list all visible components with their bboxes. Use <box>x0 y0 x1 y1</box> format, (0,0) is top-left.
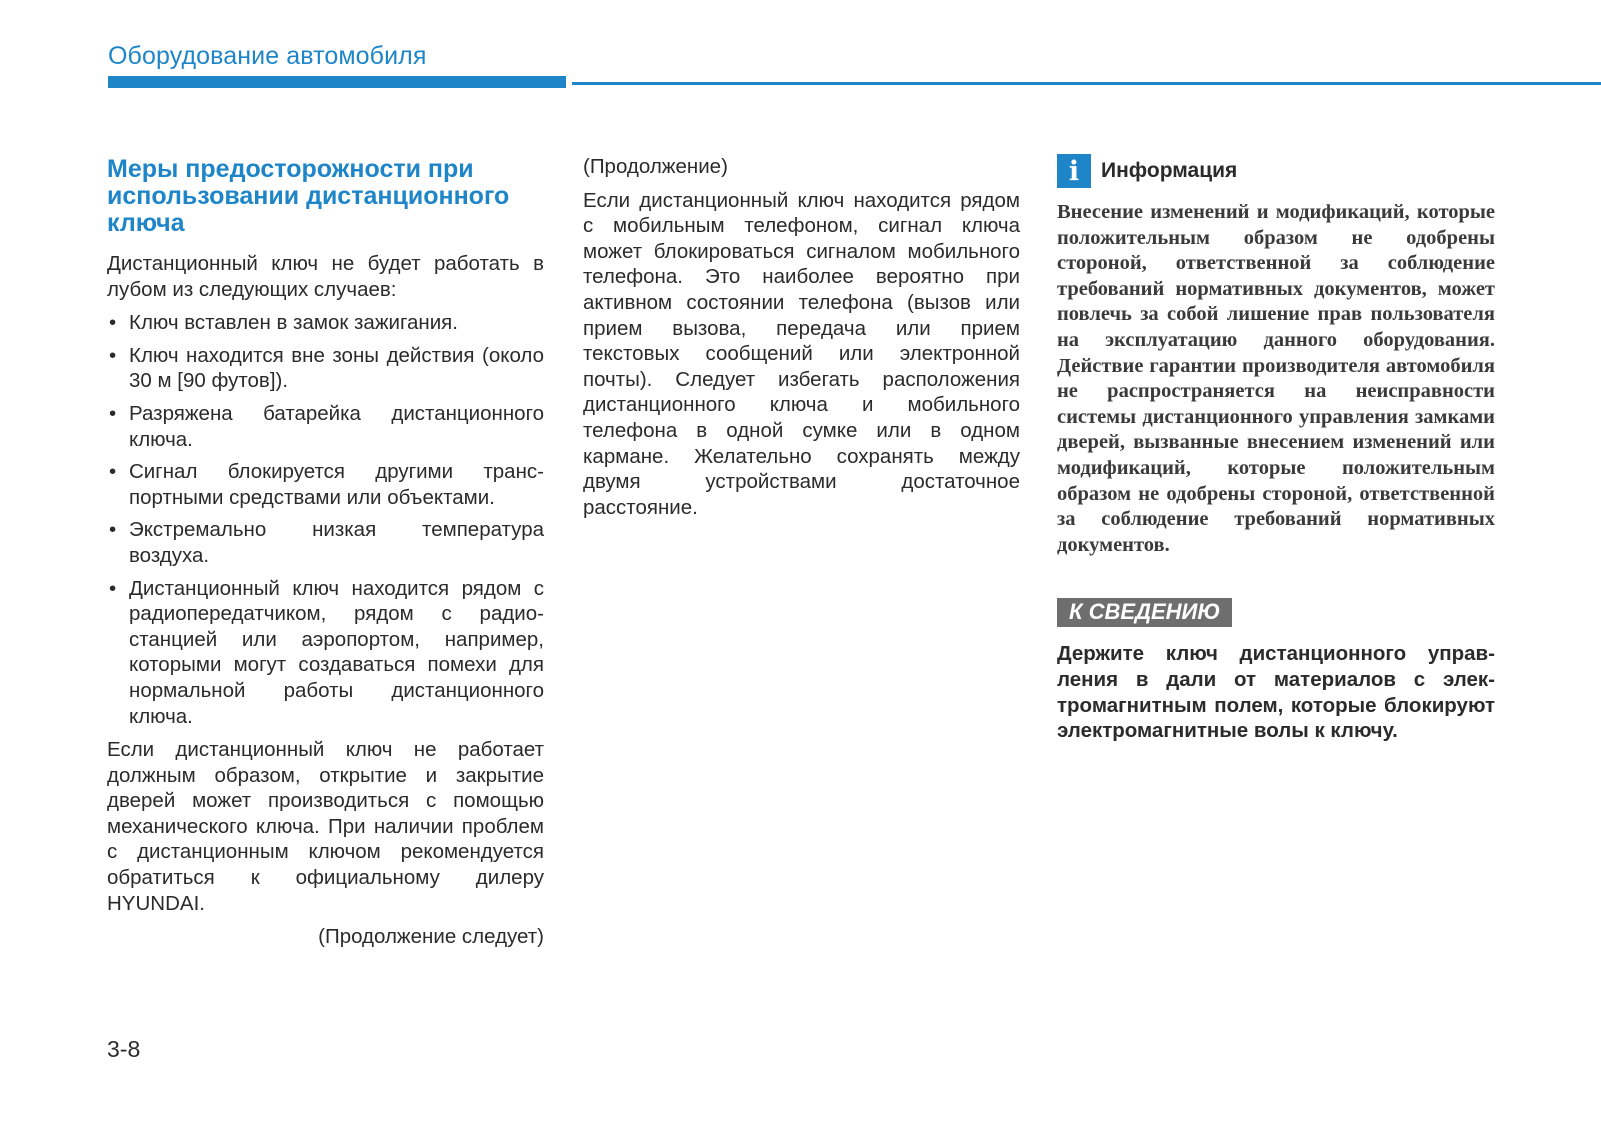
info-text: Внесение изменений и модификаций, которые положительным образом не одобрены стороной, ответственной за соблюдение требований нормативных документов, может повлечь за собой лишение прав пользователя на эксплуатацию данного оборудования. Действие гарантии производителя автомобиля не распространяется на неисправности системы дистанционного управления замками дверей, вызванные внесением изменений или модификаций, которые положительным образом не одобрены стороной, ответственной за соблюдение требований нормативных документов. <box>1057 201 1495 556</box>
bullet-icon: • <box>109 401 117 425</box>
header-rule-thin <box>572 82 1601 85</box>
page-header-title: Оборудование автомобиля <box>108 42 427 70</box>
column-right <box>1057 154 1495 744</box>
list-item <box>107 343 544 394</box>
continuation-label: (Продолжение) <box>583 155 728 178</box>
continued-note: (Продолжение следует) <box>318 925 544 949</box>
list-item-text: Экстремально низкая температура воздуха. <box>129 518 544 567</box>
bullet-icon: • <box>109 518 117 542</box>
column-left <box>107 154 544 950</box>
list-item <box>107 310 544 336</box>
list-item <box>107 517 544 568</box>
mobile-phone-paragraph: Если дистанционный ключ находится рядом с мобильным телефоном, сигнал ключа может блокироваться сигналом мобильного телефона. Это наиболее вероятно при активном состоянии телефона (вызов или прием вызова, передача или прием текстовых сообщений или электронной почты). Следует избегать расположения дистанционного ключа и мобильного телефона в одной сумке или в одном кармане. Желательно сохранять между двумя устройствами достаточное расстояние. <box>583 188 1020 519</box>
list-item-text: Разряжена батарейка дистанционного ключа. <box>129 401 544 451</box>
list-item-text: Ключ находится вне зоны действия (около 30 м [90 футов]). <box>129 343 544 393</box>
info-icon: i <box>1057 154 1091 188</box>
conditions-list <box>107 310 544 729</box>
notice-badge: К СВЕДЕНИЮ <box>1057 598 1232 627</box>
info-header <box>1057 154 1495 188</box>
intro-paragraph: Дистанционный ключ не будет работать в лубом из следующих случаев: <box>107 252 544 301</box>
page-number: 3-8 <box>107 1036 141 1062</box>
notice-text: Держите ключ дистанционного управления в дали от материалов с электромагнитным полем, которые блокируют электромагнитные волы к ключу. <box>1057 642 1495 743</box>
list-item <box>107 459 544 510</box>
header-rule-thick <box>108 76 566 88</box>
bullet-icon: • <box>109 460 117 484</box>
list-item <box>107 576 544 730</box>
column-middle <box>583 154 1020 528</box>
bullet-icon: • <box>109 311 117 335</box>
list-item <box>107 401 544 452</box>
bullet-icon: • <box>109 343 117 367</box>
list-item-text: Дистанционный ключ находится рядом с радиопередатчиком, рядом с радиостанцией или аэропортом, например, которыми могут создаваться помехи для нормальной работы дистанционного ключа. <box>129 576 544 728</box>
section-title: Меры предосторожности при использовании дистанционного ключа <box>107 155 510 237</box>
list-item-text: Ключ вставлен в замок зажигания. <box>129 311 458 335</box>
list-item-text: Сигнал блокируется другими транспортными средствами или объектами. <box>129 460 544 509</box>
mechanical-key-paragraph: Если дистанционный ключ не работает должным образом, открытие и закрытие дверей может производиться с помощью механического ключа. При наличии проблем с дистанционным ключом рекомендуется обратиться к официальному дилеру HYUNDAI. <box>107 738 544 915</box>
info-title: Информация <box>1101 159 1238 182</box>
bullet-icon: • <box>109 576 117 600</box>
